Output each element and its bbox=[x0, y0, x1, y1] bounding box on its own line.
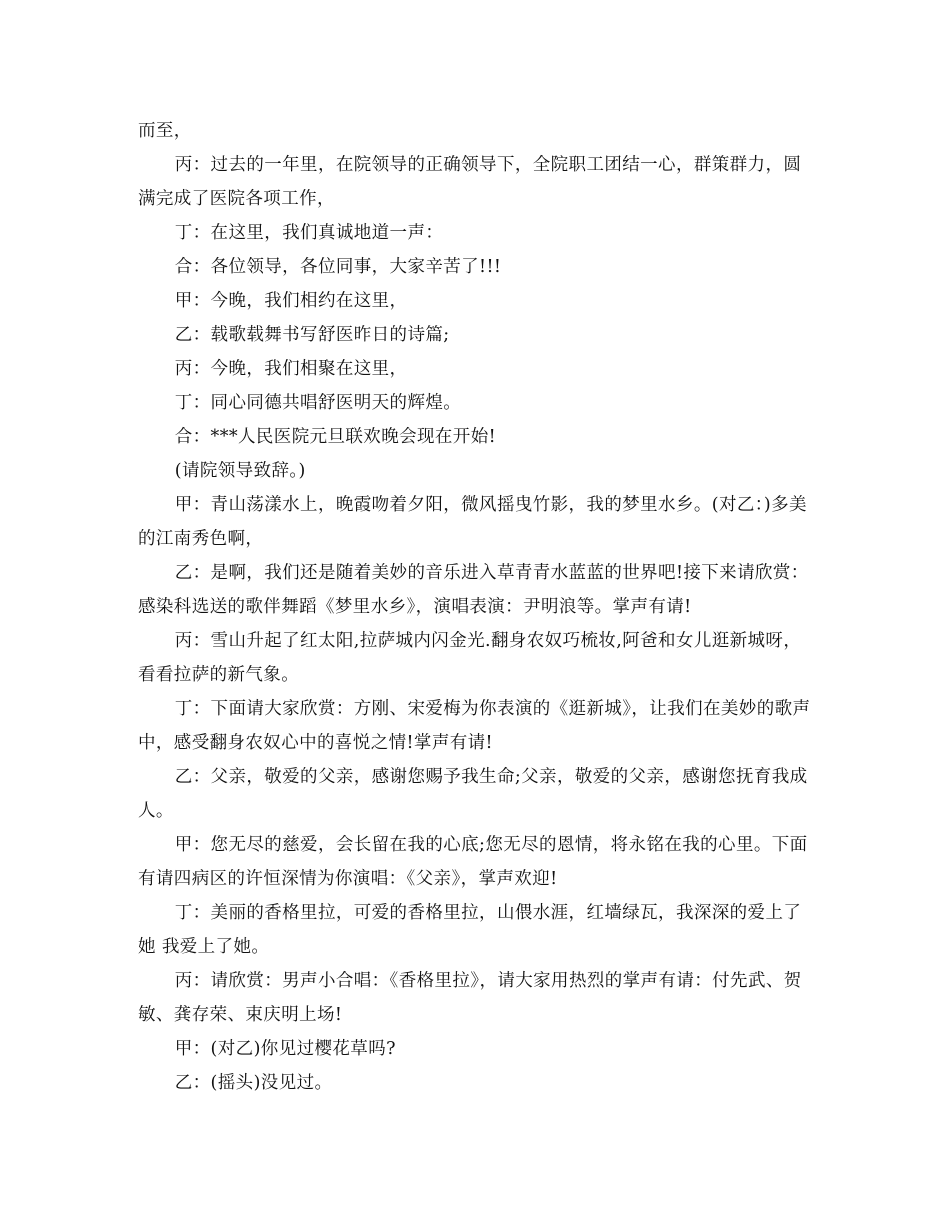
paragraph-17: 丙：请欣赏：男声小合唱：《香格里拉》，请大家用热烈的掌声有请：付先武、贺敏、龚存荣、束庆明上场! bbox=[138, 971, 802, 1025]
paragraph-10: 甲：青山荡漾水上，晚霞吻着夕阳，微风摇曳竹影，我的梦里水乡。(对乙：)多美的江南秀色啊， bbox=[138, 495, 807, 549]
paragraph-19: 乙：(摇头)没见过。 bbox=[174, 1073, 333, 1093]
paragraph-9: (请院领导致辞。) bbox=[174, 461, 306, 481]
paragraph-7: 丁：同心同德共唱舒医明天的辉煌。 bbox=[174, 393, 462, 413]
paragraph-18: 甲：(对乙)你见过樱花草吗? bbox=[174, 1039, 396, 1059]
paragraph-3: 合：各位领导，各位同事，大家辛苦了!!! bbox=[174, 257, 502, 277]
paragraph-11: 乙：是啊，我们还是随着美妙的音乐进入草青青水蓝蓝的世界吧!接下来请欣赏：感染科选送的歌伴舞蹈《梦里水乡》，演唱表演：尹明浪等。掌声有请! bbox=[138, 563, 809, 617]
paragraph-16: 丁：美丽的香格里拉，可爱的香格里拉，山偎水涯，红墙绿瓦，我深深的爱上了她 我爱上了她。 bbox=[138, 903, 802, 957]
paragraph-0: 而至， bbox=[138, 121, 192, 141]
paragraph-1: 丙：过去的一年里，在院领导的正确领导下，全院职工团结一心，群策群力，圆满完成了医院各项工作， bbox=[138, 155, 802, 209]
paragraph-2: 丁：在这里，我们真诚地道一声： bbox=[174, 223, 444, 243]
document-body bbox=[138, 114, 818, 1100]
paragraph-14: 乙：父亲，敬爱的父亲，感谢您赐予我生命;父亲，敬爱的父亲，感谢您抚育我成人。 bbox=[138, 767, 808, 821]
paragraph-4: 甲：今晚，我们相约在这里， bbox=[174, 291, 408, 311]
paragraph-15: 甲：您无尽的慈爱，会长留在我的心底;您无尽的恩情，将永铭在我的心里。下面有请四病区的许恒深情为你演唱：《父亲》，掌声欢迎! bbox=[138, 835, 808, 889]
paragraph-8: 合：***人民医院元旦联欢晚会现在开始! bbox=[174, 427, 497, 447]
paragraph-12: 丙：雪山升起了红太阳,拉萨城内闪金光.翻身农奴巧梳妆,阿爸和女儿逛新城呀，看看拉萨的新气象。 bbox=[138, 631, 802, 685]
paragraph-13: 丁：下面请大家欣赏：方刚、宋爱梅为你表演的《逛新城》，让我们在美妙的歌声中，感受翻身农奴心中的喜悦之情!掌声有请! bbox=[138, 699, 811, 753]
paragraph-5: 乙：载歌载舞书写舒医昨日的诗篇; bbox=[174, 325, 450, 345]
paragraph-6: 丙：今晚，我们相聚在这里， bbox=[174, 359, 408, 379]
